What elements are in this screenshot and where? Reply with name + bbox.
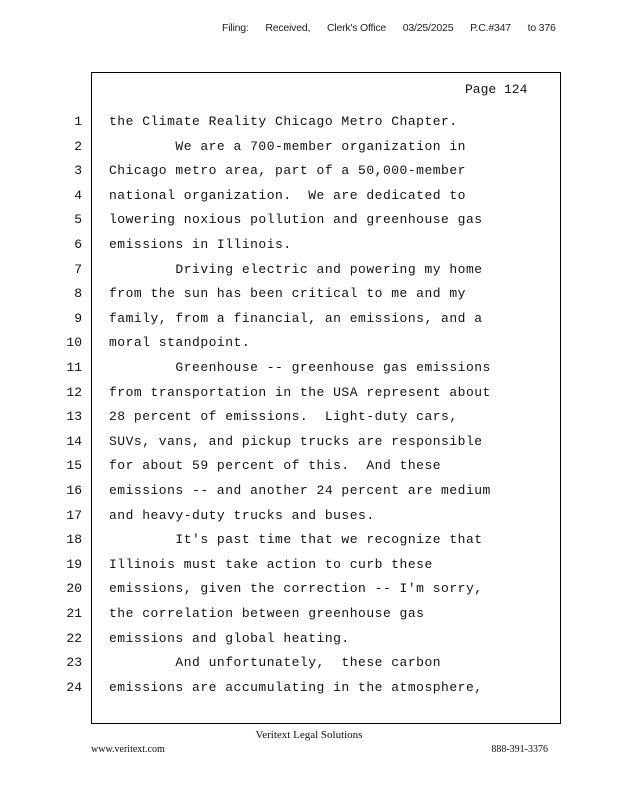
line-number: 11 [66, 360, 82, 375]
line-number: 12 [66, 384, 82, 400]
line-number: 14 [66, 433, 82, 449]
line-text: We are a 700-member organization in [109, 138, 466, 154]
line-number: 6 [74, 237, 82, 252]
line-text: from transportation in the USA represent about [109, 384, 491, 400]
line-text: And unfortunately, these carbon [109, 655, 442, 671]
line-text: It's past time that we recognize that [109, 532, 483, 548]
line-text: the correlation between greenhouse gas [109, 606, 425, 621]
line-number: 16 [66, 483, 82, 498]
line-text: 28 percent of emissions. Light-duty cars, [109, 409, 458, 425]
line-number: 13 [66, 409, 82, 425]
line-number: 22 [66, 630, 82, 646]
line-number: 10 [66, 335, 82, 351]
footer-phone: 888-391-3376 [491, 744, 548, 755]
page-range: to 376 [527, 22, 556, 34]
line-text: emissions, given the correction -- I'm sorry, [109, 581, 483, 597]
line-text: Driving electric and powering my home [109, 261, 483, 277]
line-number: 17 [66, 507, 82, 523]
line-text: emissions are accumulating in the atmosphere, [109, 679, 483, 695]
line-number: 15 [66, 458, 82, 474]
line-number: 9 [74, 310, 82, 326]
line-text: Chicago metro area, part of a 50,000-member [109, 163, 466, 179]
filing-label: Filing: [222, 22, 249, 34]
line-number: 7 [74, 261, 82, 277]
line-number: 4 [74, 187, 82, 203]
line-number: 18 [66, 532, 82, 548]
line-number: 24 [66, 679, 82, 695]
line-number: 8 [74, 286, 82, 302]
line-text: SUVs, vans, and pickup trucks are responsible [109, 433, 483, 449]
line-text: national organization. We are dedicated to [109, 187, 466, 203]
line-number: 21 [66, 606, 82, 621]
line-text: from the sun has been critical to me and my [109, 286, 466, 302]
line-number: 1 [74, 114, 82, 129]
filing-date: 03/25/2025 [402, 22, 454, 34]
line-text: emissions and global heating. [109, 630, 350, 646]
line-text: and heavy-duty trucks and buses. [109, 507, 375, 523]
line-text: emissions in Illinois. [109, 237, 292, 252]
received-label: Received, [265, 22, 311, 34]
footer-website: www.veritext.com [91, 744, 165, 755]
line-number: 3 [74, 163, 82, 179]
office-label: Clerk's Office [326, 22, 387, 34]
line-text: the Climate Reality Chicago Metro Chapter. [109, 114, 458, 129]
pc-number: P.C.#347 [470, 22, 511, 34]
line-text: emissions -- and another 24 percent are medium [109, 483, 491, 498]
footer-company: Veritext Legal Solutions [255, 729, 363, 741]
filing-stamp [222, 22, 556, 34]
line-text: for about 59 percent of this. And these [109, 458, 442, 474]
line-number: 5 [74, 212, 82, 228]
line-number: 23 [66, 655, 82, 671]
line-text: moral standpoint. [109, 335, 251, 351]
page-number: Page 124 [465, 82, 528, 97]
line-number: 20 [66, 581, 82, 597]
line-text: Illinois must take action to curb these [109, 556, 433, 572]
line-text: Greenhouse -- greenhouse gas emissions [109, 360, 491, 375]
line-text: family, from a financial, an emissions, and a [109, 310, 483, 326]
line-number: 19 [66, 556, 82, 572]
line-text: lowering noxious pollution and greenhouse gas [109, 212, 483, 228]
line-number: 2 [74, 138, 82, 154]
